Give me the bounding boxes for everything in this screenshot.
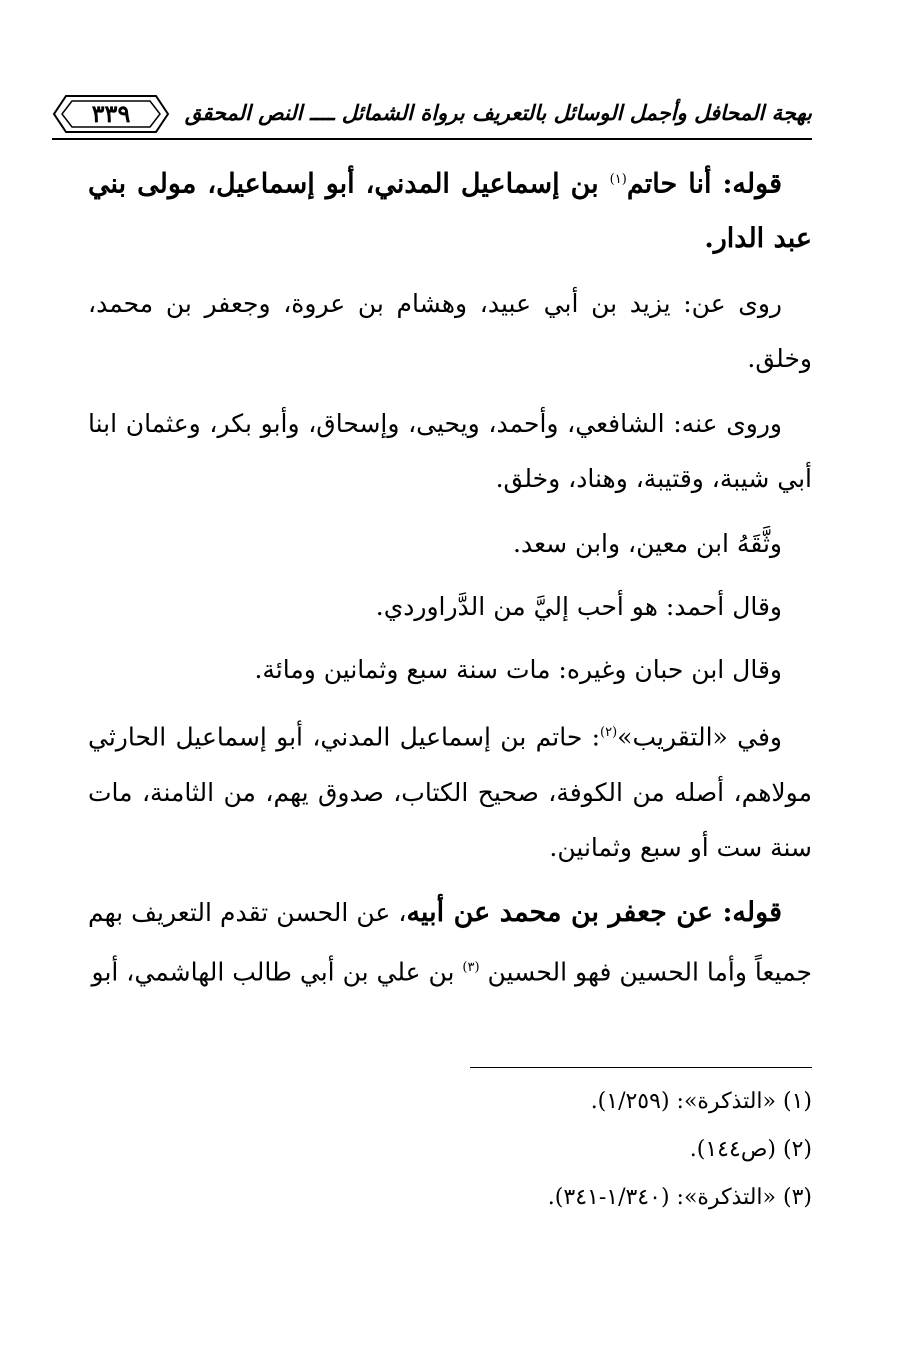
page-header [52, 92, 812, 142]
bold-lead: قوله: عن جعفر بن محمد عن أبيه [406, 896, 782, 928]
page-number-frame [52, 94, 170, 134]
paragraph-8-rest: بن علي بن أبي طالب الهاشمي، أبو [91, 956, 463, 986]
running-title: بهجة المحافل وأجمل الوسائل بالتعريف برواة الشمائل ــــ النص المحقق [184, 100, 812, 125]
paragraph-1 [88, 152, 812, 266]
footnote-1: (١) «التذكرة»: (١/٢٥٩). [590, 1089, 812, 1114]
paragraph-8-mid: ، عن الحسن تقدم التعريف بهم جميعاً وأما الحسين فهو الحسين [88, 897, 812, 986]
footnote-ref: (١) [609, 172, 627, 187]
header-divider [52, 138, 812, 140]
main-text [88, 152, 812, 1009]
bold-lead-rest: بن إسماعيل المدني، أبو إسماعيل، مولى بني عبد الدار. [88, 168, 812, 255]
paragraph-8 [88, 885, 812, 999]
page-number: ٣٣٩ [91, 99, 131, 128]
footnote-ref: (٣) [462, 959, 480, 975]
footnote-divider [470, 1067, 812, 1068]
paragraph-7 [88, 705, 812, 874]
footnote-3: (٣) «التذكرة»: (١/٣٤٠-٣٤١). [547, 1185, 812, 1210]
paragraph-6: وقال ابن حبان وغيره: مات سنة سبع وثمانين ومائة. [254, 655, 782, 685]
footnote-2: (٢) (ص١٤٤). [689, 1137, 812, 1162]
paragraph-5: وقال أحمد: هو أحب إليَّ من الدَّراوردي. [375, 592, 782, 622]
paragraph-7-rest: : حاتم بن إسماعيل المدني، أبو إسماعيل الحارثي مولاهم، أصله من الكوفة، صحيح الكتاب، صدوق يهم، من الثامنة، مات سنة ست أو سبع وثمانين. [88, 722, 812, 862]
bold-lead: قوله: أنا حاتم [626, 168, 782, 200]
footnote-ref: (٢) [600, 725, 618, 741]
paragraph-3: وروى عنه: الشافعي، وأحمد، ويحيى، وإسحاق، وأبو بكر، وعثمان ابنا أبي شيبة، وقتيبة، وهناد، وخلق. [88, 409, 812, 494]
paragraph-2: روى عن: يزيد بن أبي عبيد، وهشام بن عروة، وجعفر بن محمد، وخلق. [88, 289, 812, 374]
footnotes [88, 1078, 812, 1222]
paragraph-7-start: وفي «التقريب» [617, 722, 782, 752]
paragraph-4: وثَّقَهُ ابن معين، وابن سعد. [513, 529, 782, 559]
